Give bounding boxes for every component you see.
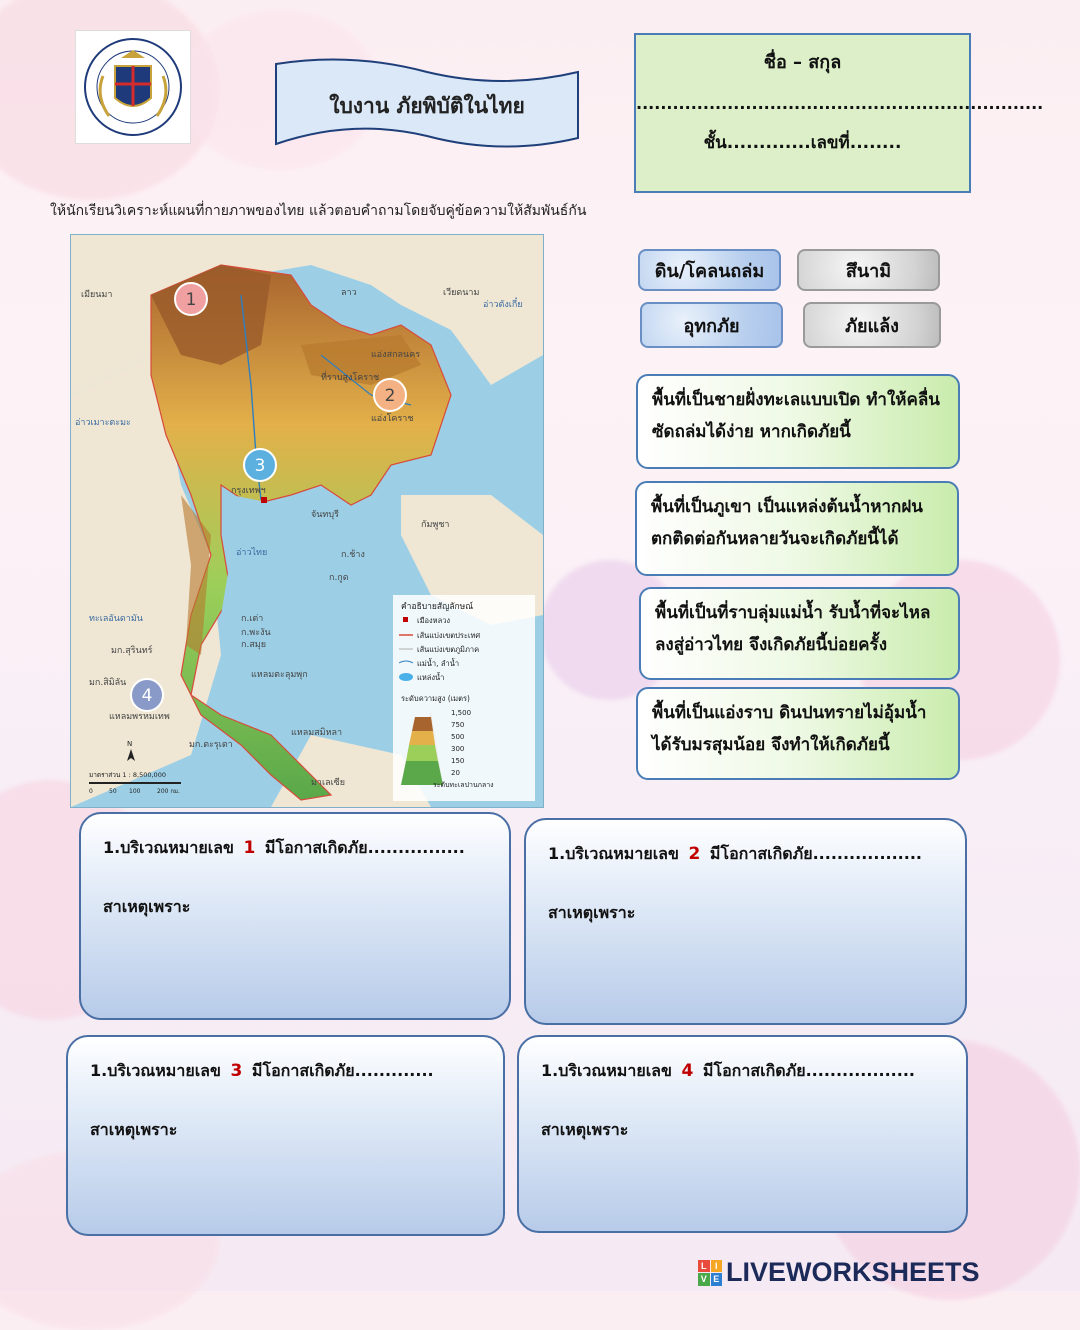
elevation-label: 1,500 [451, 709, 472, 717]
label-gulf: อ่าวไทย [236, 548, 268, 558]
label-korat-plateau: ที่ราบสูงโคราช [321, 373, 380, 383]
answer-tile-tsunami[interactable]: สึนามิ [797, 249, 940, 291]
legend-title: คำอธิบายสัญลักษณ์ [401, 602, 474, 612]
scale-text: มาตราส่วน 1 : 8,500,000 [89, 771, 166, 779]
map-legend [393, 595, 535, 801]
label-ko-kut: ก.กูด [329, 573, 349, 583]
elevation-label: 150 [451, 757, 465, 765]
page-title: ใบงาน ภัยพิบัติในไทย [329, 93, 525, 118]
label-ko-samui: ก.สมุย [241, 640, 267, 650]
question-prefix: 1.บริเวณหมายเลข [103, 838, 234, 857]
label-talumphuk: แหลมตะลุมพุก [251, 670, 308, 680]
elevation-label: 300 [451, 745, 465, 753]
label-myanmar: เมียนมา [81, 290, 113, 300]
label-bangkok: กรุงเทพฯ [231, 486, 266, 496]
liveworksheets-badge-icon: L I V E [698, 1260, 722, 1286]
school-crest-icon [81, 36, 185, 138]
school-logo [75, 30, 191, 144]
map-marker-2-label: 2 [384, 386, 396, 406]
label-tarutao: มก.ตะรุเตา [189, 740, 233, 750]
question-number: 3 [230, 1061, 243, 1081]
question-prefix: 1.บริเวณหมายเลข [548, 844, 679, 863]
clue-drought-drop-zone[interactable]: พื้นที่เป็นแอ่งราบ ดินปนทรายไม่อุ้มน้ำ ได้รับมรสุมน้อย จึงทำให้เกิดภัยนี้ [636, 687, 960, 780]
question-box-3[interactable] [66, 1035, 505, 1236]
map-marker-3-label: 3 [254, 456, 266, 476]
title-banner [272, 58, 582, 154]
label-khorat: แอ่งโคราช [371, 414, 414, 424]
question-prefix: 1.บริเวณหมายเลข [90, 1061, 221, 1080]
question-box-4[interactable] [517, 1035, 968, 1233]
label-similan: มก.สิมิลัน [89, 678, 127, 688]
answer-tile-drought[interactable]: ภัยแล้ง [803, 302, 941, 348]
label-chanthaburi: จันทบุรี [311, 510, 339, 520]
question-number: 4 [681, 1061, 694, 1081]
cause-field[interactable]: สาเหตุเพราะ [548, 903, 636, 922]
elevation-title: ระดับความสูง (เมตร) [401, 694, 470, 703]
elevation-label: 750 [451, 721, 465, 729]
instruction-text: ให้นักเรียนวิเคราะห์แผนที่กายภาพของไทย แล้วตอบคำถามโดยจับคู่ข้อความให้สัมพันธ์กัน [50, 203, 587, 219]
legend-item: แม่น้ำ, ลำน้ำ [417, 659, 460, 668]
scale-tick: 200 กม. [157, 788, 180, 795]
elevation-label: 500 [451, 733, 465, 741]
answer-field[interactable]: มีโอกาสเกิดภัย.................. [709, 844, 922, 863]
legend-item: แหล่งน้ำ [417, 673, 445, 682]
scale-tick: 50 [109, 788, 117, 795]
svg-text:N: N [127, 740, 133, 748]
answer-tile-flood[interactable]: อุทกภัย [640, 302, 783, 348]
legend-item: เส้นแบ่งเขตประเทศ [417, 631, 481, 640]
question-box-2[interactable] [524, 818, 967, 1025]
answer-tile-landslide[interactable]: ดิน/โคลนถล่ม [638, 249, 781, 291]
clue-landslide-drop-zone[interactable]: พื้นที่เป็นภูเขา เป็นแหล่งต้นน้ำหากฝนตกติดต่อกันหลายวันจะเกิดภัยนี้ได้ [635, 481, 959, 576]
legend-item: เส้นแบ่งเขตภูมิภาค [417, 645, 480, 654]
cause-field[interactable]: สาเหตุเพราะ [103, 897, 191, 916]
label-malaysia: มาเลเซีย [311, 778, 346, 788]
question-prefix: 1.บริเวณหมายเลข [541, 1061, 672, 1080]
elevation-label: ระดับทะเลปานกลาง [433, 781, 494, 789]
name-box [634, 33, 1044, 193]
clue-flood-drop-zone[interactable]: พื้นที่เป็นที่ราบลุ่มแม่น้ำ รับน้ำที่จะไหลลงสู่อ่าวไทย จึงเกิดภัยนี้บ่อยครั้ง [639, 587, 960, 680]
label-martaban: อ่าวเมาะตะมะ [75, 418, 131, 428]
scale-tick: 100 [129, 788, 141, 795]
map-marker-1-label: 1 [185, 290, 197, 310]
name-field[interactable]: ................................................................... [636, 94, 1044, 113]
scale-tick: 0 [89, 788, 93, 795]
question-number: 2 [688, 844, 701, 864]
liveworksheets-logo[interactable] [698, 1257, 980, 1288]
label-surin: มก.สุรินทร์ [111, 646, 153, 656]
class-number-field[interactable]: ชั้น.............เลขที่........ [703, 133, 902, 153]
label-tonkin: อ่าวตังเกี๋ย [483, 300, 523, 310]
label-ko-chang: ก.ช้าง [341, 550, 365, 560]
question-box-1[interactable] [79, 812, 511, 1020]
name-label: ชื่อ – สกุล [763, 52, 842, 73]
answer-field[interactable]: มีโอกาสเกิดภัย.................. [702, 1061, 915, 1080]
label-laos: ลาว [341, 288, 357, 298]
label-andaman: ทะเลอันดามัน [89, 614, 143, 624]
label-samila: แหลมสมิหลา [291, 728, 343, 738]
elevation-label: 20 [451, 769, 460, 777]
label-cambodia: กัมพูชา [421, 520, 450, 530]
thailand-physical-map [70, 234, 544, 808]
cause-field[interactable]: สาเหตุเพราะ [541, 1120, 629, 1139]
liveworksheets-brand: LIVEWORKSHEETS [726, 1257, 980, 1287]
answer-field[interactable]: มีโอกาสเกิดภัย............. [251, 1061, 434, 1080]
legend-item: เมืองหลวง [417, 616, 451, 625]
answer-field[interactable]: มีโอกาสเกิดภัย................ [264, 838, 465, 857]
label-phuket: แหลมพรหมเทพ [109, 712, 170, 722]
cause-field[interactable]: สาเหตุเพราะ [90, 1120, 178, 1139]
question-number: 1 [243, 838, 256, 858]
clue-tsunami-drop-zone[interactable]: พื้นที่เป็นชายฝั่งทะเลแบบเปิด ทำให้คลื่นซัดถล่มได้ง่าย หากเกิดภัยนี้ [636, 374, 960, 469]
label-ko-phangan: ก.พะงัน [241, 628, 271, 638]
map-marker-4-label: 4 [141, 686, 153, 706]
label-ko-tao: ก.เต่า [241, 614, 264, 624]
label-vietnam: เวียดนาม [443, 288, 480, 298]
capital-marker [261, 497, 267, 503]
label-sakon: แอ่งสกลนคร [371, 350, 421, 360]
